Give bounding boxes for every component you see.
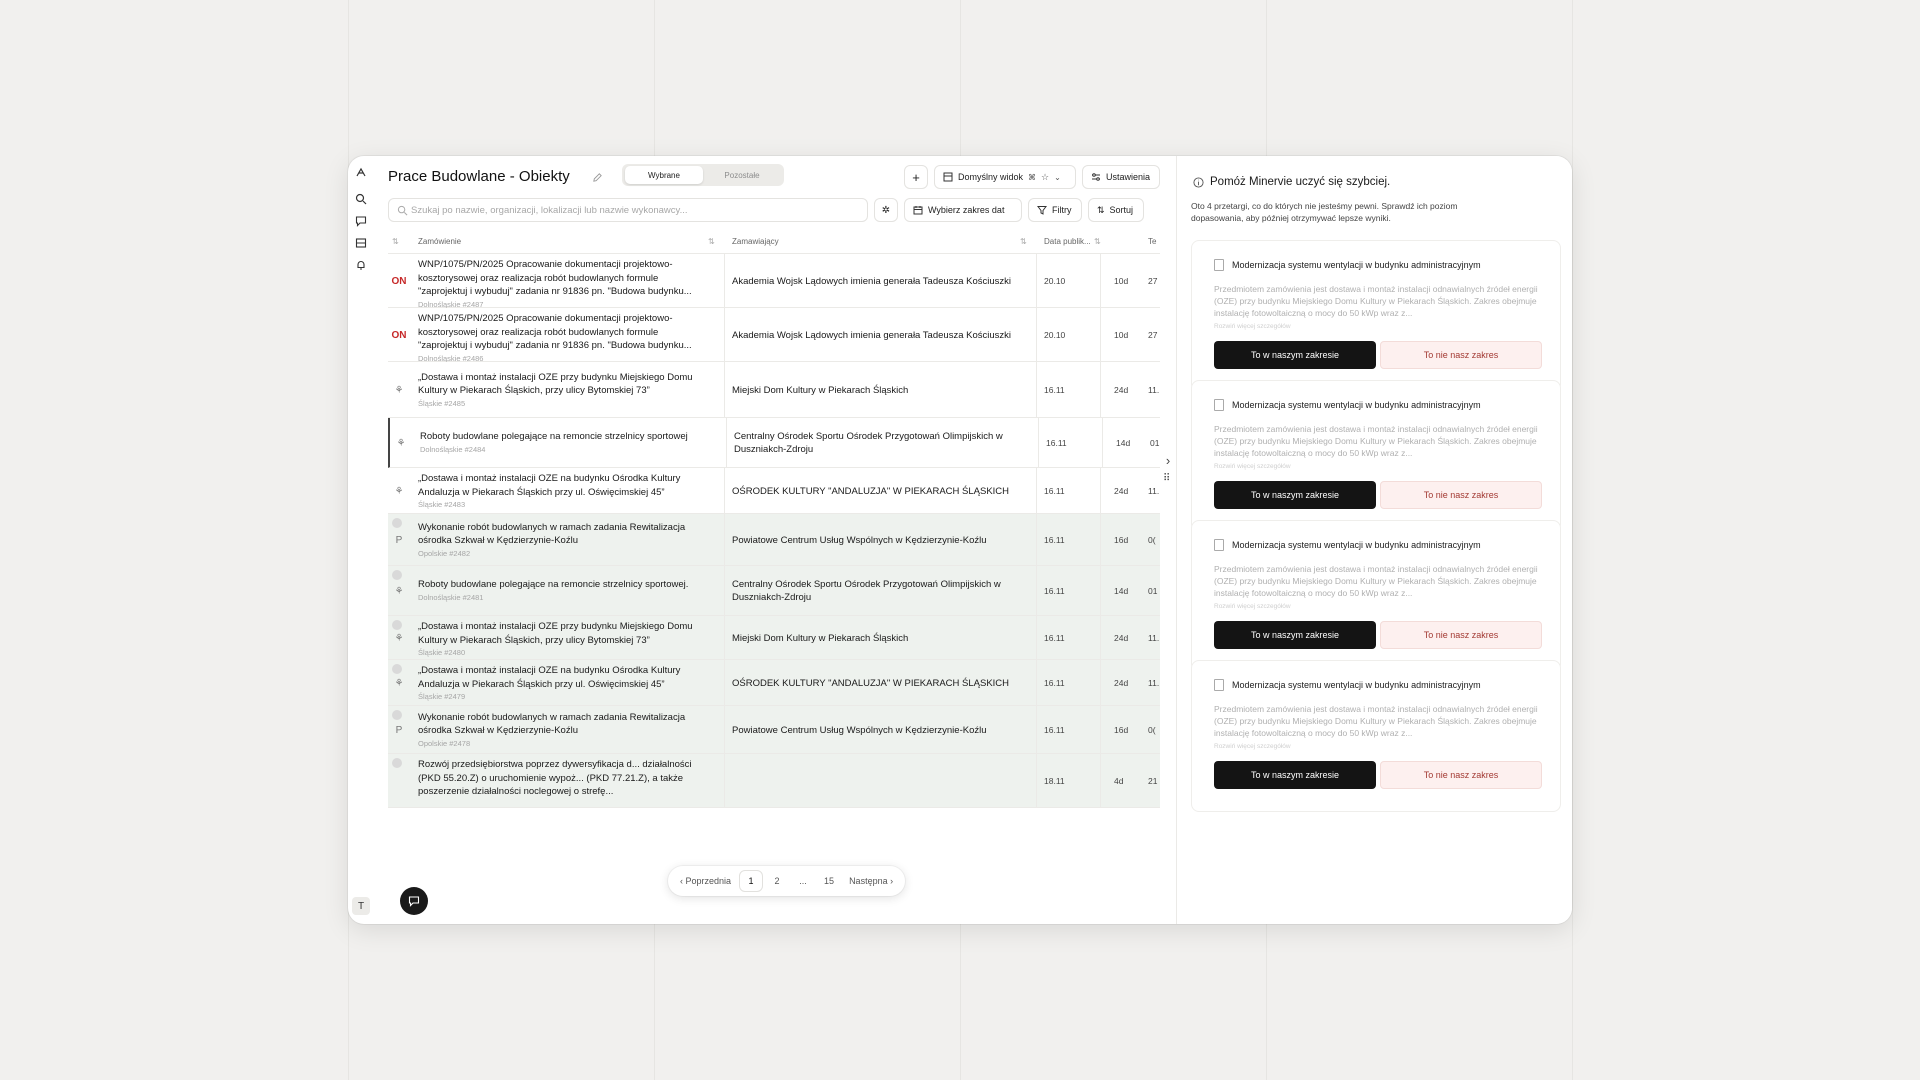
column-divider [1100,660,1101,705]
extra-cell: 11. [1148,678,1160,688]
order-title: „Dostawa i montaż instalacji OZE na budynku Ośrodka Kultury Andaluzja w Piekarach Śląskich przy ul. Oświęcimskiej 45” [418,665,681,690]
sparkle-icon: ✲ [881,204,891,216]
days-left-cell: 10d [1114,330,1129,340]
sort-date-icon[interactable]: ⇅ [1094,237,1101,246]
page-ellipsis: ... [799,876,807,886]
in-scope-button[interactable]: To w naszym zakresie [1214,481,1376,509]
order-title: Wykonanie robót budowlanych w ramach zadania Rewitalizacja ośrodka Szkwał w Kędzierzynie-Koźlu [418,711,686,736]
buyer-logo-icon: ⚘ [394,485,404,497]
card-heading [1214,399,1481,411]
page-1[interactable]: 1 [739,870,763,892]
column-divider [1100,754,1101,807]
order-cell[interactable] [418,258,708,311]
card-heading [1214,259,1481,271]
buyer-logo-icon: ⚘ [394,677,404,689]
star-icon: ☆ [1041,171,1050,182]
search-field[interactable] [388,198,868,222]
sliders-icon [1091,172,1101,182]
order-cell[interactable] [418,711,708,750]
card-heading [1214,539,1481,551]
order-cell[interactable] [420,430,710,456]
column-divider [724,706,725,753]
header-extra[interactable]: Te [1148,237,1157,246]
out-of-scope-button[interactable]: To nie nasz zakres [1380,761,1542,789]
header-order[interactable]: Zamówienie [418,237,462,246]
order-meta: Śląskie #2485 [418,398,466,408]
chevron-left-icon: ‹ [680,876,683,886]
buyer-logo-icon: ⚘ [394,585,404,597]
next-label: Następna [849,876,888,886]
out-of-scope-button[interactable]: To nie nasz zakres [1380,341,1542,369]
card-description: Przedmiotem zamówienia jest dostawa i montaż instalacji odnawialnych źródeł energii (OZE) przy budynku Miejskiego Domu Kultury w Piekarach Śląskich. Zakres obejmuje instalację fotowoltaiczną o mocy do 50 kWp wraz z... [1214,704,1538,738]
days-left-cell: 16d [1114,535,1129,545]
document-icon [1214,399,1224,411]
page-15[interactable]: 15 [824,876,835,886]
in-scope-button[interactable]: To w naszym zakresie [1214,341,1376,369]
table-row[interactable] [388,468,1160,514]
card-title: Modernizacja systemu wentylacji w budynku administracyjnym [1232,680,1481,690]
buyer-cell: Powiatowe Centrum Usług Wspólnych w Kędzierzynie-Koźlu [732,534,987,546]
order-cell[interactable] [418,578,708,604]
order-meta: Dolnośląskie #2487 [418,299,484,309]
add-label: + [912,169,920,185]
buyer-logo-icon: ON [391,275,407,287]
extra-cell: 0( [1148,725,1156,735]
buyer-cell: Miejski Dom Kultury w Piekarach Śląskich [732,384,909,396]
column-divider [1100,362,1101,417]
date-cell: 16.11 [1044,535,1065,545]
table-row[interactable] [388,362,1160,418]
card-description: Przedmiotem zamówienia jest dostawa i montaż instalacji odnawialnych źródeł energii (OZE) przy budynku Miejskiego Domu Kultury w Piekarach Śląskich. Zakres obejmuje instalację fotowoltaiczną o mocy do 50 kWp wraz z... [1214,284,1538,318]
card-heading [1214,679,1481,691]
extra-cell: 11. [1148,486,1160,496]
column-divider [724,754,725,807]
tab-wybrane[interactable]: Wybrane [625,166,703,184]
order-meta: Śląskie #2480 [418,648,466,657]
status-dot-icon [392,570,402,580]
column-divider [1100,514,1101,565]
chevron-down-icon: ⌄ [1054,172,1061,182]
order-cell[interactable] [418,371,708,410]
user-avatar[interactable]: T [352,897,370,915]
column-divider [1036,660,1037,705]
order-title: „Dostawa i montaż instalacji OZE przy budynku Miejskiego Domu Kultury w Piekarach Śląskich, przy ulicy Bytomskiej 73” [418,621,693,646]
date-cell: 18.11 [1044,776,1065,786]
sort-icon: ⇅ [1097,204,1105,215]
panel-heading-text: Pomóż Minervie uczyć się szybciej. [1210,176,1391,188]
order-meta: Dolnośląskie #2486 [418,353,484,363]
column-divider [1036,616,1037,659]
expand-details-link[interactable]: Rozwiń więcej szczegółów [1214,743,1291,750]
days-left-cell: 14d [1116,438,1131,448]
extra-cell: 11. [1148,633,1160,643]
panel-description: Oto 4 przetargi, co do których nie jesteśmy pewni. Sprawdź ich poziom dopasowania, aby później otrzymywać lepsze wyniki. [1191,201,1458,223]
order-cell[interactable] [418,620,708,659]
chat-icon[interactable] [354,214,368,228]
status-dot-icon [392,518,402,528]
extra-cell: 11. [1148,385,1160,395]
extra-cell: 01 [1150,438,1160,448]
column-divider [1036,754,1037,807]
extra-cell: 0( [1148,535,1156,545]
tenders-table [388,228,1160,924]
buyer-logo-icon: P [395,724,403,736]
order-title: Rozwój przedsiębiorstwa poprzez dywersyfikacja d... działalności (PKD 55.20.Z) o uruchomienie wypoż... (PKD 77.21.Z), a także poszerzenie działalności noclegowej o strefę... [418,759,692,797]
card-description: Przedmiotem zamówienia jest dostawa i montaż instalacji odnawialnych źródeł energii (OZE) przy budynku Miejskiego Domu Kultury w Piekarach Śląskich. Zakres obejmuje instalację fotowoltaiczną o mocy do 50 kWp wraz z... [1214,424,1538,458]
order-cell[interactable] [418,758,708,799]
days-left-cell: 4d [1114,776,1124,786]
sort-button[interactable] [1088,198,1144,222]
column-divider [1036,308,1037,361]
date-cell: 16.11 [1044,678,1065,688]
page-2[interactable]: 2 [774,876,780,886]
sort-buyer-icon[interactable]: ⇅ [1020,237,1027,246]
status-dot-icon [392,664,402,674]
inbox-icon[interactable] [354,236,368,250]
pagination [668,866,905,896]
table-row[interactable] [388,418,1160,468]
prev-page-button[interactable] [674,870,737,892]
buyer-logo-icon: ⚘ [396,437,406,449]
card-title: Modernizacja systemu wentylacji w budynku administracyjnym [1232,540,1481,550]
logo-icon[interactable] [354,166,368,180]
review-card [1191,660,1561,812]
date-cell: 16.11 [1044,725,1065,735]
order-cell[interactable] [418,472,708,511]
filters-button[interactable] [1028,198,1082,222]
out-of-scope-button[interactable]: To nie nasz zakres [1380,621,1542,649]
table-row[interactable] [388,308,1160,362]
add-button[interactable] [904,165,928,189]
view-select[interactable] [934,165,1076,189]
search-icon [397,205,408,216]
column-divider [724,468,725,513]
column-divider [1100,468,1101,513]
order-title: „Dostawa i montaż instalacji OZE na budynku Ośrodka Kultury Andaluzja w Piekarach Śląskich przy ul. Oświęcimskiej 45” [418,473,681,498]
extra-cell: 27 [1148,330,1158,340]
table-row[interactable] [388,754,1160,808]
chat-fab-button[interactable] [400,887,428,915]
review-card [1191,240,1561,392]
order-title: Roboty budowlane polegające na remoncie strzelnicy sportowej [420,431,688,443]
settings-button[interactable] [1082,165,1160,189]
order-meta: Dolnośląskie #2484 [420,444,486,454]
column-divider [1100,706,1101,753]
extra-cell: 01 [1148,586,1158,596]
buyer-logo-icon [392,774,406,788]
view-label: Domyślny widok [958,172,1024,182]
order-meta: Śląskie #2483 [418,500,466,509]
column-divider [724,254,725,307]
icon-rail [348,156,374,924]
document-icon [1214,539,1224,551]
buyer-cell: OŚRODEK KULTURY "ANDALUZJA" W PIEKARACH ŚLĄSKICH [732,677,1010,689]
days-left-cell: 10d [1114,276,1129,286]
date-range-button[interactable] [904,198,1022,222]
column-divider [1036,362,1037,417]
table-header [388,228,1160,254]
column-divider [1036,254,1037,307]
sort-label: Sortuj [1109,205,1134,215]
column-divider [1100,616,1101,659]
app-window [348,156,1572,924]
chevron-right-icon: › [890,876,894,886]
column-divider [1036,566,1037,615]
status-dot-icon [392,620,402,630]
date-cell: 20.10 [1044,276,1066,286]
column-divider [1102,418,1103,467]
prev-label: Poprzednia [685,876,732,886]
buyer-cell: Akademia Wojsk Lądowych imienia generała Tadeusza Kościuszki [732,275,1011,287]
sort-order-icon[interactable]: ⇅ [708,237,715,246]
view-segment [622,164,784,186]
in-scope-button[interactable]: To w naszym zakresie [1214,621,1376,649]
search-input[interactable] [411,202,861,218]
table-row[interactable] [388,566,1160,616]
date-cell: 16.11 [1044,385,1065,395]
date-cell: 16.11 [1046,438,1067,448]
order-cell[interactable] [418,521,708,560]
document-icon [1214,679,1224,691]
header-date[interactable]: Data publik... [1044,237,1091,246]
column-divider [1100,254,1101,307]
pin-icon: ⌘ [1028,172,1037,182]
column-divider [1036,514,1037,565]
panel-heading [1193,176,1390,188]
extra-cell: 27 [1148,276,1158,286]
days-left-cell: 16d [1114,725,1129,735]
buyer-cell: OŚRODEK KULTURY "ANDALUZJA" W PIEKARACH ŚLĄSKICH [732,485,1010,497]
header-buyer[interactable]: Zamawiający [732,237,779,246]
sort-toggle-icon[interactable]: ⇅ [392,237,399,246]
days-left-cell: 24d [1114,633,1129,643]
column-divider [724,660,725,705]
review-card [1191,380,1561,532]
column-divider [724,616,725,659]
chevron-right-icon[interactable]: › [1165,452,1171,468]
order-cell[interactable] [418,312,708,365]
info-icon [1193,177,1204,188]
bell-icon[interactable] [354,258,368,272]
expand-details-link[interactable]: Rozwiń więcej szczegółów [1214,463,1291,470]
ai-sparkle-button[interactable] [874,198,898,222]
order-meta: Opolskie #2478 [418,738,471,748]
table-row[interactable] [388,706,1160,754]
out-of-scope-button[interactable]: To nie nasz zakres [1380,481,1542,509]
buyer-logo-icon: ON [391,329,407,341]
days-left-cell: 14d [1114,586,1129,596]
date-cell: 16.11 [1044,586,1065,596]
order-meta: Śląskie #2479 [418,692,466,701]
date-cell: 16.11 [1044,486,1065,496]
column-divider [726,418,727,467]
main-content [384,156,1160,924]
column-divider [1036,706,1037,753]
layout-icon [943,172,953,182]
days-left-cell: 24d [1114,385,1129,395]
status-dot-icon [392,758,402,768]
card-description: Przedmiotem zamówienia jest dostawa i montaż instalacji odnawialnych źródeł energii (OZE) przy budynku Miejskiego Domu Kultury w Piekarach Śląskich. Zakres obejmuje instalację fotowoltaiczną o mocy do 50 kWp wraz z... [1214,564,1538,598]
next-page-button[interactable] [843,870,899,892]
buyer-cell: Powiatowe Centrum Usług Wspólnych w Kędzierzynie-Koźlu [732,724,987,736]
settings-label: Ustawienia [1106,172,1151,182]
order-meta: Dolnośląskie #2481 [418,592,484,602]
column-divider [1038,418,1039,467]
order-title: Wykonanie robót budowlanych w ramach zadania Rewitalizacja ośrodka Szkwał w Kędzierzynie-Koźlu [418,521,686,546]
expand-details-link[interactable]: Rozwiń więcej szczegółów [1214,323,1291,330]
drag-handle-icon[interactable]: ⠿ [1163,473,1171,484]
filters-label: Filtry [1052,205,1072,215]
review-card [1191,520,1561,672]
edit-icon[interactable] [592,170,604,182]
buyer-logo-icon: ⚘ [394,384,404,396]
days-left-cell: 24d [1114,678,1129,688]
learning-panel [1176,156,1572,924]
date-cell: 16.11 [1044,633,1065,643]
page-title: Prace Budowlane - Obiekty [388,168,570,185]
buyer-cell: Akademia Wojsk Lądowych imienia generała Tadeusza Kościuszki [732,329,1011,341]
date-range-label: Wybierz zakres dat [928,205,1005,215]
column-divider [724,514,725,565]
expand-details-link[interactable]: Rozwiń więcej szczegółów [1214,603,1291,610]
search-icon[interactable] [354,192,368,206]
column-divider [1036,468,1037,513]
order-title: WNP/1075/PN/2025 Opracowanie dokumentacji projektowo-kosztorysowej oraz realizacja robót budowlanych formule "zaprojektuj i wybuduj" zadania nr 91836 pn. "Budowa budynku... [418,259,692,297]
card-title: Modernizacja systemu wentylacji w budynku administracyjnym [1232,260,1481,270]
order-meta: Opolskie #2482 [418,548,471,558]
column-divider [724,566,725,615]
table-row[interactable] [388,616,1160,660]
filter-icon [1037,205,1047,215]
column-divider [724,308,725,361]
buyer-cell: Miejski Dom Kultury w Piekarach Śląskich [732,632,909,644]
column-divider [724,362,725,417]
order-title: WNP/1075/PN/2025 Opracowanie dokumentacji projektowo-kosztorysowej oraz realizacja robót budowlanych formule "zaprojektuj i wybuduj" zadania nr 91836 pn. "Budowa budynku... [418,313,692,351]
order-title: Roboty budowlane polegające na remoncie strzelnicy sportowej. [418,579,689,591]
table-row[interactable] [388,514,1160,566]
in-scope-button[interactable]: To w naszym zakresie [1214,761,1376,789]
table-row[interactable] [388,254,1160,308]
date-cell: 20.10 [1044,330,1066,340]
document-icon [1214,259,1224,271]
column-divider [1100,566,1101,615]
buyer-cell: Centralny Ośrodek Sportu Ośrodek Przygotowań Olimpijskich w Duszniakch-Zdroju [734,431,1003,455]
days-left-cell: 24d [1114,486,1129,496]
buyer-cell: Centralny Ośrodek Sportu Ośrodek Przygotowań Olimpijskich w Duszniakch-Zdroju [732,579,1001,603]
order-cell[interactable] [418,664,708,703]
calendar-icon [913,205,923,215]
buyer-logo-icon: ⚘ [394,632,404,644]
chat-bubble-icon [408,895,420,907]
table-row[interactable] [388,660,1160,706]
tab-pozostale[interactable]: Pozostałe [724,170,760,180]
buyer-logo-icon: P [395,534,403,546]
order-title: „Dostawa i montaż instalacji OZE przy budynku Miejskiego Domu Kultury w Piekarach Śląskich, przy ulicy Bytomskiej 73” [418,371,693,396]
column-divider [1100,308,1101,361]
status-dot-icon [392,710,402,720]
extra-cell: 21 [1148,776,1158,786]
card-title: Modernizacja systemu wentylacji w budynku administracyjnym [1232,400,1481,410]
